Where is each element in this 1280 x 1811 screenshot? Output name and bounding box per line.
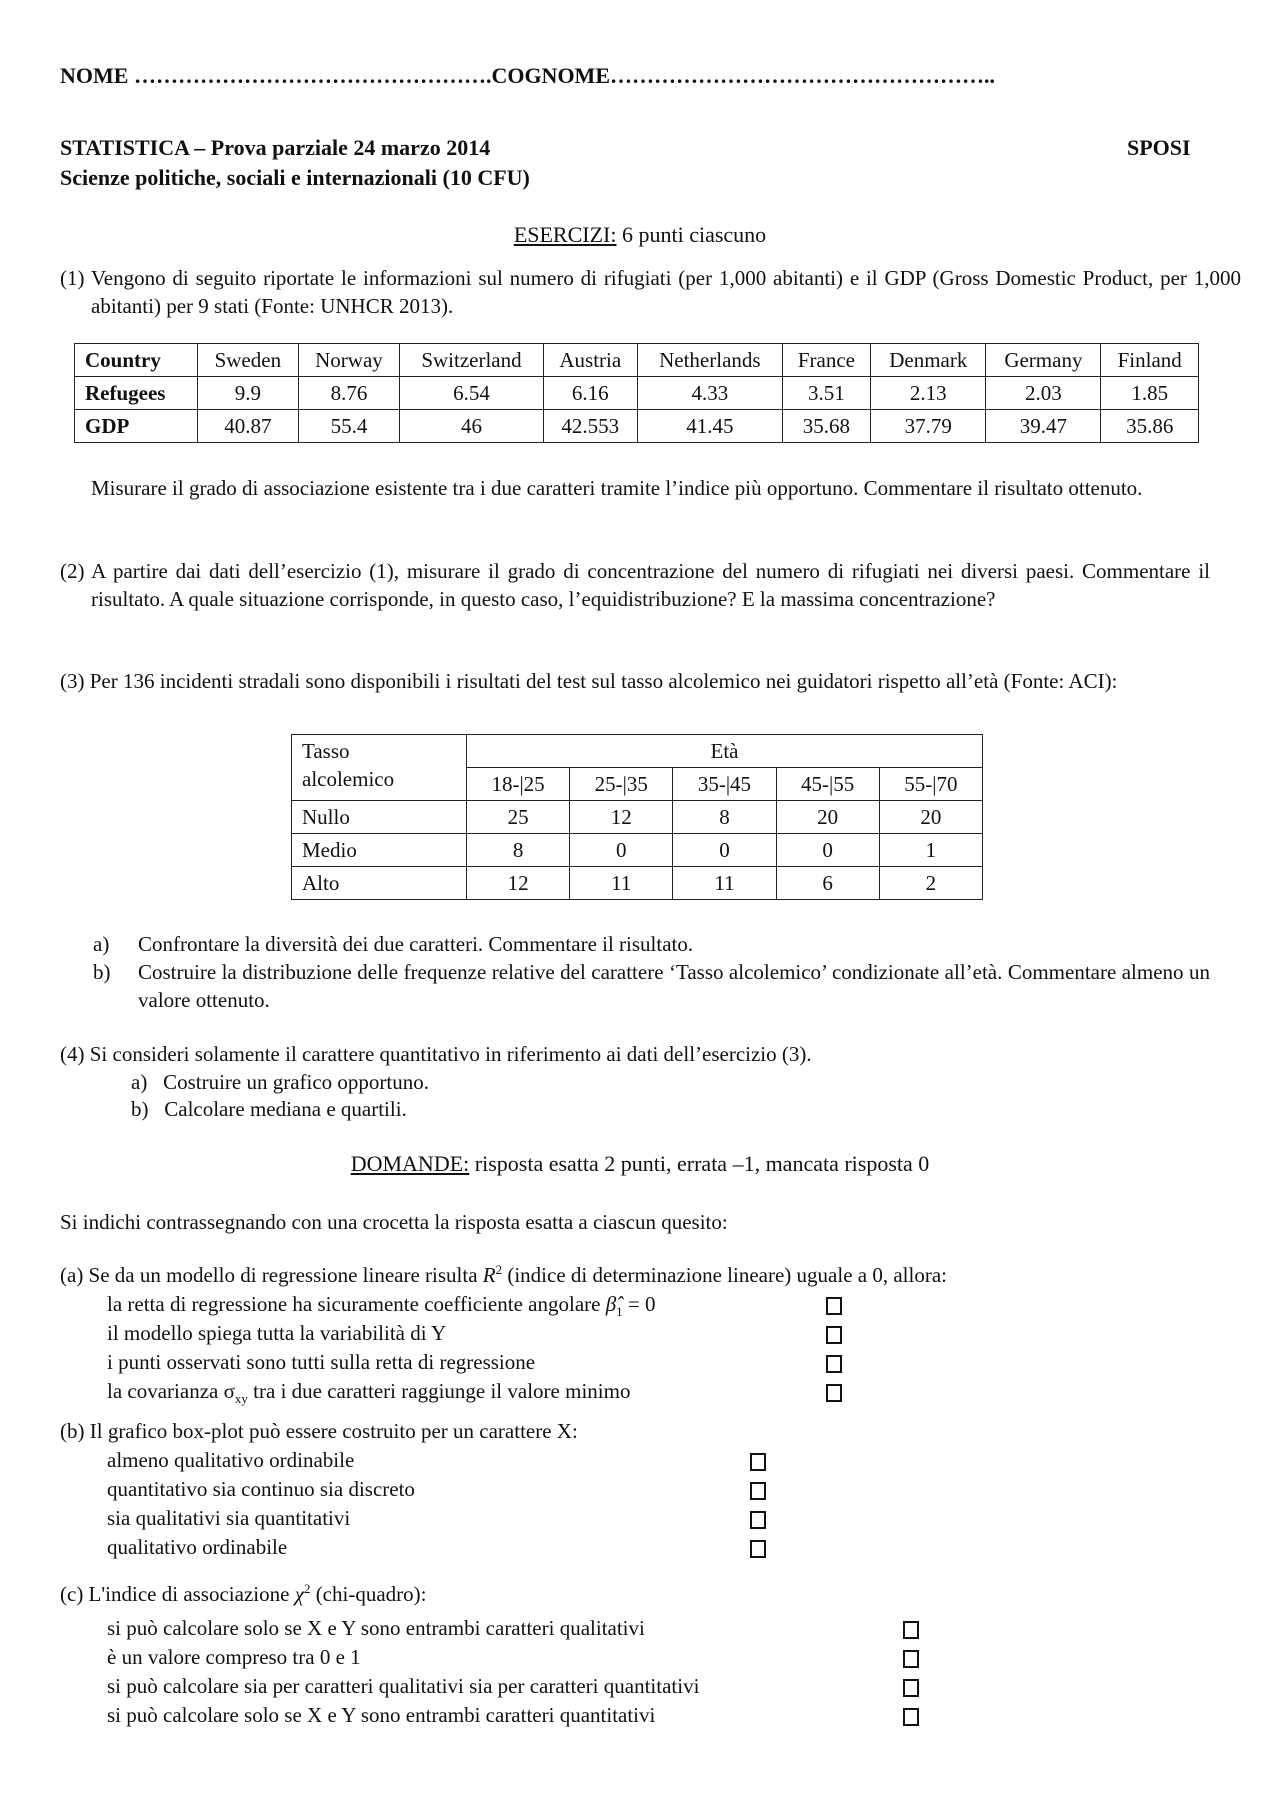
table-cell: 11 <box>673 867 776 900</box>
question-a-suffix: (indice di determinazione lineare) uguale a 0, allora: <box>502 1263 947 1287</box>
question-b: (b) Il grafico box-plot può essere costruito per un carattere X: <box>60 1419 578 1443</box>
checkbox-c3[interactable] <box>903 1679 919 1697</box>
exam-title: STATISTICA – Prova parziale 24 marzo 2014 <box>60 135 491 160</box>
question-c <box>60 1580 426 1608</box>
table-cell: 1 <box>879 834 982 867</box>
esercizi-points: 6 punti ciascuno <box>616 222 767 247</box>
table-cell: Sweden <box>198 344 298 377</box>
table-row <box>292 735 983 768</box>
checkbox-a1[interactable] <box>826 1297 842 1315</box>
checkbox-b4[interactable] <box>750 1540 766 1558</box>
question-a-prefix: (a) Se da un modello di regressione lineare risulta <box>60 1263 483 1287</box>
table-cell: Switzerland <box>400 344 543 377</box>
option-suffix: = 0 <box>622 1292 656 1316</box>
row-header-line2: alcolemico <box>302 767 395 791</box>
exercise-3b-label: b) <box>93 960 111 984</box>
table-cell: Nullo <box>292 801 467 834</box>
exercise-3-text: (3) Per 136 incidenti stradali sono disponibili i risultati del test sul tasso alcolemico nei guidatori rispetto all’età (Fonte: ACI): <box>60 669 1118 693</box>
column-group-header: Età <box>467 735 983 768</box>
table-cell: 11 <box>570 867 673 900</box>
table-cell: 1.85 <box>1101 377 1199 410</box>
domande-instruction: Si indichi contrassegnando con una crocetta la risposta esatta a ciascun quesito: <box>60 1210 728 1234</box>
question-c-option-3: si può calcolare sia per caratteri qualitativi sia per caratteri quantitativi <box>107 1674 700 1698</box>
table-cell: 46 <box>400 410 543 443</box>
table-cell: Alto <box>292 867 467 900</box>
question-b-option-3: sia qualitativi sia quantitativi <box>107 1506 351 1530</box>
table-cell: 40.87 <box>198 410 298 443</box>
table-cell: 12 <box>570 801 673 834</box>
checkbox-a4[interactable] <box>826 1384 842 1402</box>
domande-heading <box>0 1150 1280 1178</box>
checkbox-c4[interactable] <box>903 1708 919 1726</box>
table-cell: 55.4 <box>298 410 400 443</box>
table-row <box>75 377 1199 410</box>
question-b-option-4: qualitativo ordinabile <box>107 1535 288 1559</box>
table-row <box>292 834 983 867</box>
table-cell: 0 <box>673 834 776 867</box>
table-cell: Country <box>75 344 198 377</box>
table-cell: Norway <box>298 344 400 377</box>
checkbox-b1[interactable] <box>750 1453 766 1471</box>
table-cell: Medio <box>292 834 467 867</box>
table-cell: 3.51 <box>782 377 871 410</box>
checkbox-b2[interactable] <box>750 1482 766 1500</box>
question-c-option-4: si può calcolare solo se X e Y sono entrambi caratteri quantitativi <box>107 1703 656 1727</box>
question-c-suffix: (chi-quadro): <box>310 1582 427 1606</box>
table-cell: 2.03 <box>986 377 1101 410</box>
table-cell: Denmark <box>871 344 986 377</box>
table-cell: 4.33 <box>638 377 783 410</box>
refugees-gdp-table <box>74 343 1199 443</box>
exercise-1-question: Misurare il grado di associazione esistente tra i due caratteri tramite l’indice più opportuno. Commentare il risultato ottenuto. <box>91 476 1143 500</box>
table-row <box>292 867 983 900</box>
sigma-subscript: xy <box>234 1391 248 1407</box>
table-cell: Germany <box>986 344 1101 377</box>
exercise-4a: a) Costruire un grafico opportuno. <box>131 1070 430 1094</box>
option-text: la covarianza σ <box>107 1379 235 1403</box>
checkbox-c1[interactable] <box>903 1621 919 1639</box>
exercise-1-text: (1) Vengono di seguito riportate le informazioni sul numero di rifugiati (per 1,000 abitanti) e il GDP (Gross Domestic Product, per 1,000 abitanti) per 9 stati (Fonte: UNHCR 2013). <box>60 266 1241 318</box>
table-cell: 37.79 <box>871 410 986 443</box>
row-header-cell <box>292 735 467 801</box>
question-c-option-1: si può calcolare solo se X e Y sono entrambi caratteri qualitativi <box>107 1616 645 1640</box>
table-cell: 0 <box>570 834 673 867</box>
beta-subscript: 1 <box>616 1304 623 1320</box>
table-row <box>75 344 1199 377</box>
beta-hat-symbol: β̂ <box>605 1292 617 1316</box>
table-cell: 20 <box>776 801 879 834</box>
table-cell: 45-|55 <box>776 768 879 801</box>
table-cell: 0 <box>776 834 879 867</box>
table-cell: 39.47 <box>986 410 1101 443</box>
domande-points: risposta esatta 2 punti, errata –1, mancata risposta 0 <box>469 1151 930 1176</box>
alcohol-age-table <box>291 734 983 900</box>
table-cell: GDP <box>75 410 198 443</box>
table-cell: Refugees <box>75 377 198 410</box>
table-cell: Austria <box>543 344 638 377</box>
exercise-2-text: (2) A partire dai dati dell’esercizio (1), misurare il grado di concentrazione del numero di rifugiati nei diversi paesi. Commentare il risultato. A quale situazione corrisponde, in questo caso, l’equidistribuzione? E la massima concentrazione? <box>60 559 1210 611</box>
table-cell: 35-|45 <box>673 768 776 801</box>
table-cell: 6.16 <box>543 377 638 410</box>
table-cell: Finland <box>1101 344 1199 377</box>
exercise-4b: b) Calcolare mediana e quartili. <box>131 1097 407 1121</box>
table-cell: 55-|70 <box>879 768 982 801</box>
table-cell: 25 <box>467 801 570 834</box>
question-b-option-1: almeno qualitativo ordinabile <box>107 1448 355 1472</box>
question-b-option-2: quantitativo sia continuo sia discreto <box>107 1477 415 1501</box>
table-cell: Netherlands <box>638 344 783 377</box>
chi-symbol: χ <box>294 1582 304 1606</box>
esercizi-title: ESERCIZI: <box>513 222 617 247</box>
esercizi-heading <box>0 221 1280 249</box>
domande-title: DOMANDE: <box>350 1151 470 1176</box>
table-cell: 8 <box>673 801 776 834</box>
question-c-prefix: (c) L'indice di associazione <box>60 1582 295 1606</box>
table-cell: 35.86 <box>1101 410 1199 443</box>
table-cell: 8.76 <box>298 377 400 410</box>
question-a-option-4 <box>107 1377 630 1405</box>
question-a-option-2: il modello spiega tutta la variabilità di Y <box>107 1321 447 1345</box>
table-cell: 9.9 <box>198 377 298 410</box>
table-cell: 12 <box>467 867 570 900</box>
table-cell: 35.68 <box>782 410 871 443</box>
question-c-option-2: è un valore compreso tra 0 e 1 <box>107 1645 361 1669</box>
checkbox-a2[interactable] <box>826 1326 842 1344</box>
table-cell: 2.13 <box>871 377 986 410</box>
table-cell: 20 <box>879 801 982 834</box>
chi-superscript: 2 <box>303 1581 311 1596</box>
checkbox-b3[interactable] <box>750 1511 766 1529</box>
question-a-option-1 <box>107 1290 656 1318</box>
exercise-4-text: (4) Si consideri solamente il carattere quantitativo in riferimento ai dati dell’esercizio (3). <box>60 1042 812 1066</box>
table-row <box>292 801 983 834</box>
table-cell: France <box>782 344 871 377</box>
question-a <box>60 1261 947 1289</box>
table-row <box>75 410 1199 443</box>
r-symbol: R <box>482 1263 496 1287</box>
name-surname-line: NOME ………………………………………….COGNOME…………………………………………….. <box>60 63 995 88</box>
exam-code: SPOSI <box>1127 135 1191 160</box>
question-a-option-3: i punti osservati sono tutti sulla retta di regressione <box>107 1350 536 1374</box>
table-cell: 6.54 <box>400 377 543 410</box>
row-header-line1: Tasso <box>302 739 350 763</box>
checkbox-c2[interactable] <box>903 1650 919 1668</box>
table-cell: 18-|25 <box>467 768 570 801</box>
checkbox-a3[interactable] <box>826 1355 842 1373</box>
exercise-3a-text: Confrontare la diversità dei due caratteri. Commentare il risultato. <box>138 932 694 956</box>
table-cell: 8 <box>467 834 570 867</box>
exercise-3b-text: Costruire la distribuzione delle frequenze relative del carattere ‘Tasso alcolemico’ condizionate all’età. Commentare almeno un valore ottenuto. <box>138 960 1210 1012</box>
table-cell: 6 <box>776 867 879 900</box>
r-superscript: 2 <box>495 1262 503 1277</box>
table-cell: 2 <box>879 867 982 900</box>
table-cell: 42.553 <box>543 410 638 443</box>
option-suffix: tra i due caratteri raggiunge il valore minimo <box>247 1379 631 1403</box>
option-text: la retta di regressione ha sicuramente coefficiente angolare <box>107 1292 606 1316</box>
table-cell: 25-|35 <box>570 768 673 801</box>
course-name: Scienze politiche, sociali e internazionali (10 CFU) <box>60 165 530 190</box>
exercise-3a-label: a) <box>93 932 110 956</box>
table-cell: 41.45 <box>638 410 783 443</box>
